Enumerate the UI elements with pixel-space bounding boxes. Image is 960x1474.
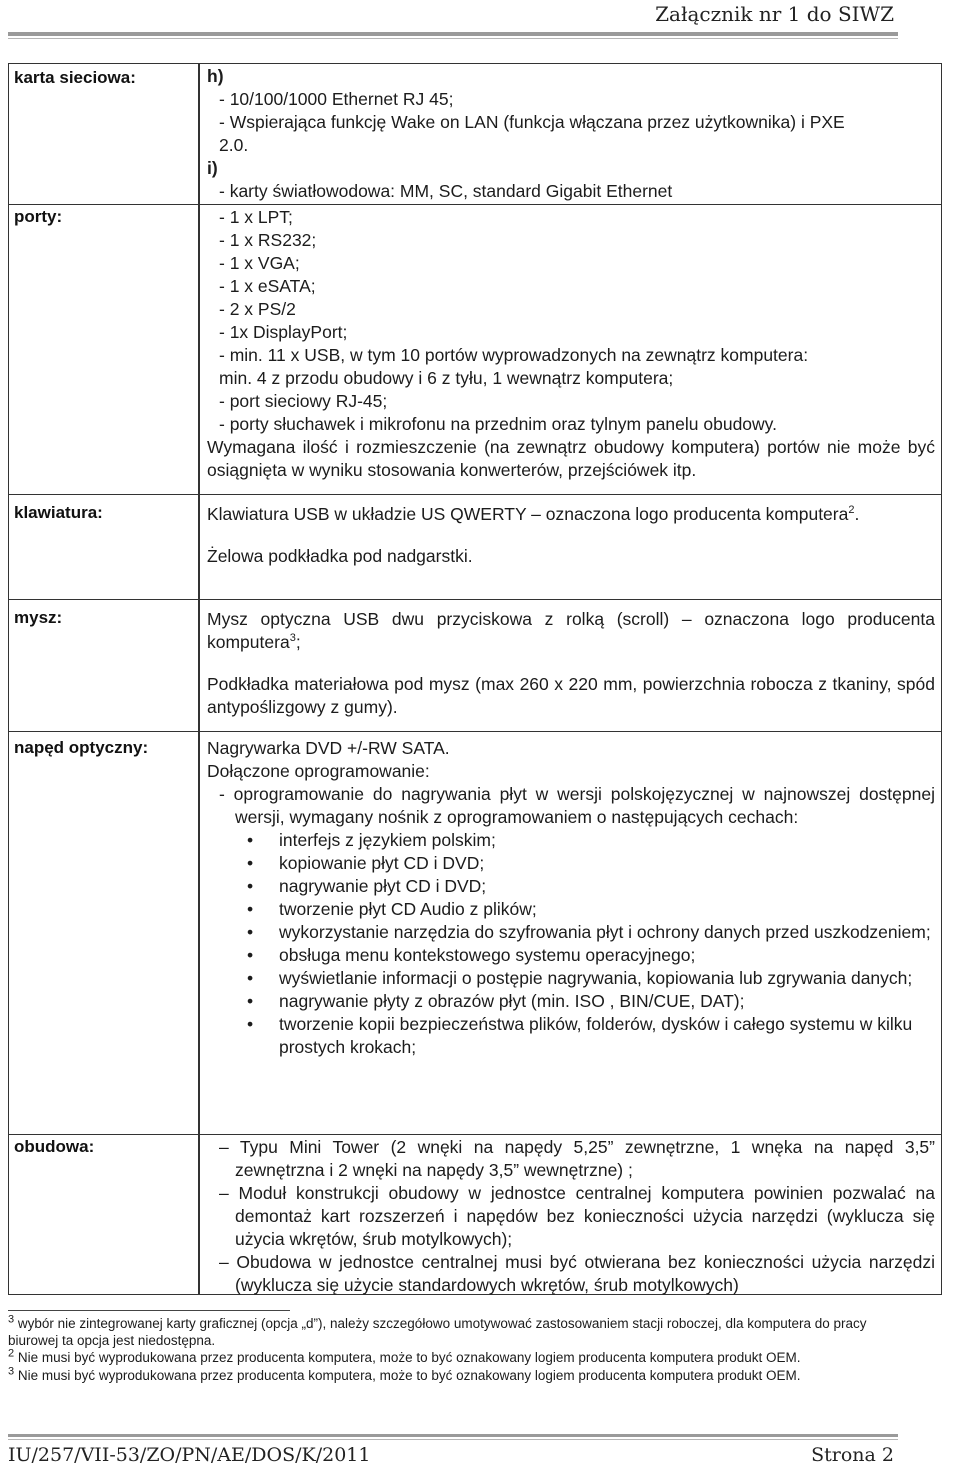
software-line: Dołączone oprogramowanie: (207, 761, 430, 781)
wrist-rest-text: Żelowa podkładka pod nadgarstki. (207, 546, 473, 566)
list-item: • tworzenie płyt CD Audio z plików; (207, 898, 935, 921)
row-naped-optyczny (9, 731, 941, 1135)
mouse-desc-end: ; (295, 632, 301, 652)
footnote (8, 1347, 898, 1367)
keyboard-desc-end: . (854, 504, 860, 524)
row-content (207, 608, 935, 719)
footnote-number: 2 (8, 1347, 15, 1360)
header-rule (8, 32, 898, 36)
row-label: napęd optyczny: (14, 738, 149, 757)
footnote-text: Nie musi być wyprodukowana przez producenta komputera, może to być oznakowany logiem producenta komputera produkt OEM. (17, 1350, 801, 1365)
line-text: - Wspierająca funkcję Wake on LAN (funkcja włączana przez użytkownika) i PXE (219, 112, 845, 132)
ports-note: Wymagana ilość i rozmieszczenie (na zewnątrz obudowy komputera) portów nie może być osiągnięta w wyniku stosowania konwerterów, przejściówek itp. (207, 437, 935, 480)
row-content (207, 737, 935, 1059)
row-label: karta sieciowa: (14, 68, 136, 87)
line-text: 2.0. (219, 135, 249, 155)
case-item: – Obudowa w jednostce centralnej musi być otwierana bez konieczności użycia narzędzi (wyklucza się użycie standardowych wkrętów, śrub motylkowych) (219, 1252, 935, 1295)
list-item: • nagrywanie płyt CD i DVD; (207, 875, 935, 898)
line-text: h) (207, 66, 224, 86)
row-karta-sieciowa (9, 64, 941, 204)
footnote-number: 3 (8, 1365, 15, 1377)
case-item: – Moduł konstrukcji obudowy w jednostce centralnej komputera powinien pozwalać na demontaż kart rozszerzeń i napędów bez konieczności użycia narzędzi (wyklucza się użycia wkrętów, śrub motylkowych); (219, 1183, 935, 1249)
row-label: mysz: (14, 608, 63, 627)
page-number: Strona 2 (811, 1444, 894, 1466)
spec-table (8, 63, 942, 1295)
footer-rule (8, 1434, 898, 1437)
list-item: • interfejs z językiem polskim; (207, 829, 935, 852)
list-item: • obsługa menu kontekstowego systemu operacyjnego; (207, 944, 935, 967)
header-rule-thin (8, 38, 898, 39)
line-text: - 10/100/1000 Ethernet RJ 45; (219, 89, 454, 109)
line-text: - 2 x PS/2 (219, 299, 296, 319)
footer-rule-thin (8, 1439, 898, 1440)
list-item: • wykorzystanie narzędzia do szyfrowania płyt i ochrony danych przed uszkodzeniem; (207, 921, 935, 944)
row-label: porty: (14, 207, 63, 226)
mouse-text (207, 608, 935, 654)
line-text: - 1 x VGA; (219, 253, 300, 273)
software-intro: - oprogramowanie do nagrywania płyt w wersji polskojęzycznej w najnowszej dostępnej wersji, wymagany nośnik z oprogramowaniem o następujących cechach: (219, 784, 935, 827)
footnote (8, 1313, 898, 1349)
keyboard-text (207, 503, 935, 526)
line-text: - 1 x RS232; (219, 230, 317, 250)
line-text: - 1 x eSATA; (219, 276, 316, 296)
footnote-number: 3 (8, 1313, 15, 1326)
line-text: - port sieciowy RJ-45; (219, 391, 388, 411)
footnote-ref: 2 (848, 504, 855, 517)
footnote-ref: 3 (289, 632, 296, 645)
mouse-pad-text: Podkładka materiałowa pod mysz (max 260 x 220 mm, powierzchnia robocza z tkaniny, spód antypoślizgowy z gumy). (207, 674, 935, 717)
row-mysz (9, 599, 941, 732)
case-item: – Typu Mini Tower (2 wnęki na napędy 5,25” zewnętrzne, 1 wnęka na napęd 3,5” zewnętrzna i 2 wnęki na napędy 3,5” wewnętrzne) ; (219, 1137, 935, 1180)
row-content (207, 206, 935, 482)
line-text: min. 4 z przodu obudowy i 6 z tyłu, 1 wewnątrz komputera; (219, 368, 674, 388)
list-item: • tworzenie kopii bezpieczeństwa plików, folderów, dysków i całego systemu w kilku prostych krokach; (207, 1013, 935, 1059)
row-content (207, 65, 935, 203)
line-text: - 1 x LPT; (219, 207, 293, 227)
row-content (207, 1136, 935, 1297)
footnote (8, 1365, 898, 1385)
row-label: klawiatura: (14, 503, 103, 522)
drive-line: Nagrywarka DVD +/-RW SATA. (207, 738, 450, 758)
keyboard-desc: Klawiatura USB w układzie US QWERTY – oznaczona logo producenta komputera (207, 504, 849, 524)
row-porty (9, 204, 941, 495)
row-obudowa (9, 1134, 941, 1297)
footnote-separator (8, 1310, 290, 1311)
header-title: Załącznik nr 1 do SIWZ (655, 2, 894, 26)
line-text: - porty słuchawek i mikrofonu na przednim oraz tylnym panelu obudowy. (219, 414, 777, 434)
mouse-desc: Mysz optyczna USB dwu przyciskowa z rolką (scroll) – oznaczona logo producenta komputera (207, 609, 935, 652)
list-item: • wyświetlanie informacji o postępie nagrywania, kopiowania lub zgrywania danych; (207, 967, 935, 990)
document-reference: IU/257/VII-53/ZO/PN/AE/DOS/K/2011 (8, 1444, 371, 1466)
row-klawiatura (9, 494, 941, 600)
line-text: - karty światłowodowa: MM, SC, standard Gigabit Ethernet (219, 181, 673, 201)
list-item: • kopiowanie płyt CD i DVD; (207, 852, 935, 875)
footnote-text: Nie musi być wyprodukowana przez producenta komputera, może to być oznakowany logiem producenta komputera produkt OEM. (17, 1367, 801, 1383)
footnotes (8, 1313, 898, 1385)
row-label: obudowa: (14, 1137, 95, 1156)
line-text: - 1x DisplayPort; (219, 322, 348, 342)
line-text: i) (207, 158, 218, 178)
row-content (207, 503, 935, 568)
footnote-text: wybór nie zintegrowanej karty graficznej (opcja „d”), należy szczegółowo umotywować zastosowaniem stacji roboczej, dla komputera do pracy biurowej ta opcja jest niedostępna. (8, 1316, 867, 1348)
line-text: - min. 11 x USB, w tym 10 portów wyprowadzonych na zewnątrz komputera: (219, 345, 809, 365)
list-item: • nagrywanie płyty z obrazów płyt (min. ISO , BIN/CUE, DAT); (207, 990, 935, 1013)
